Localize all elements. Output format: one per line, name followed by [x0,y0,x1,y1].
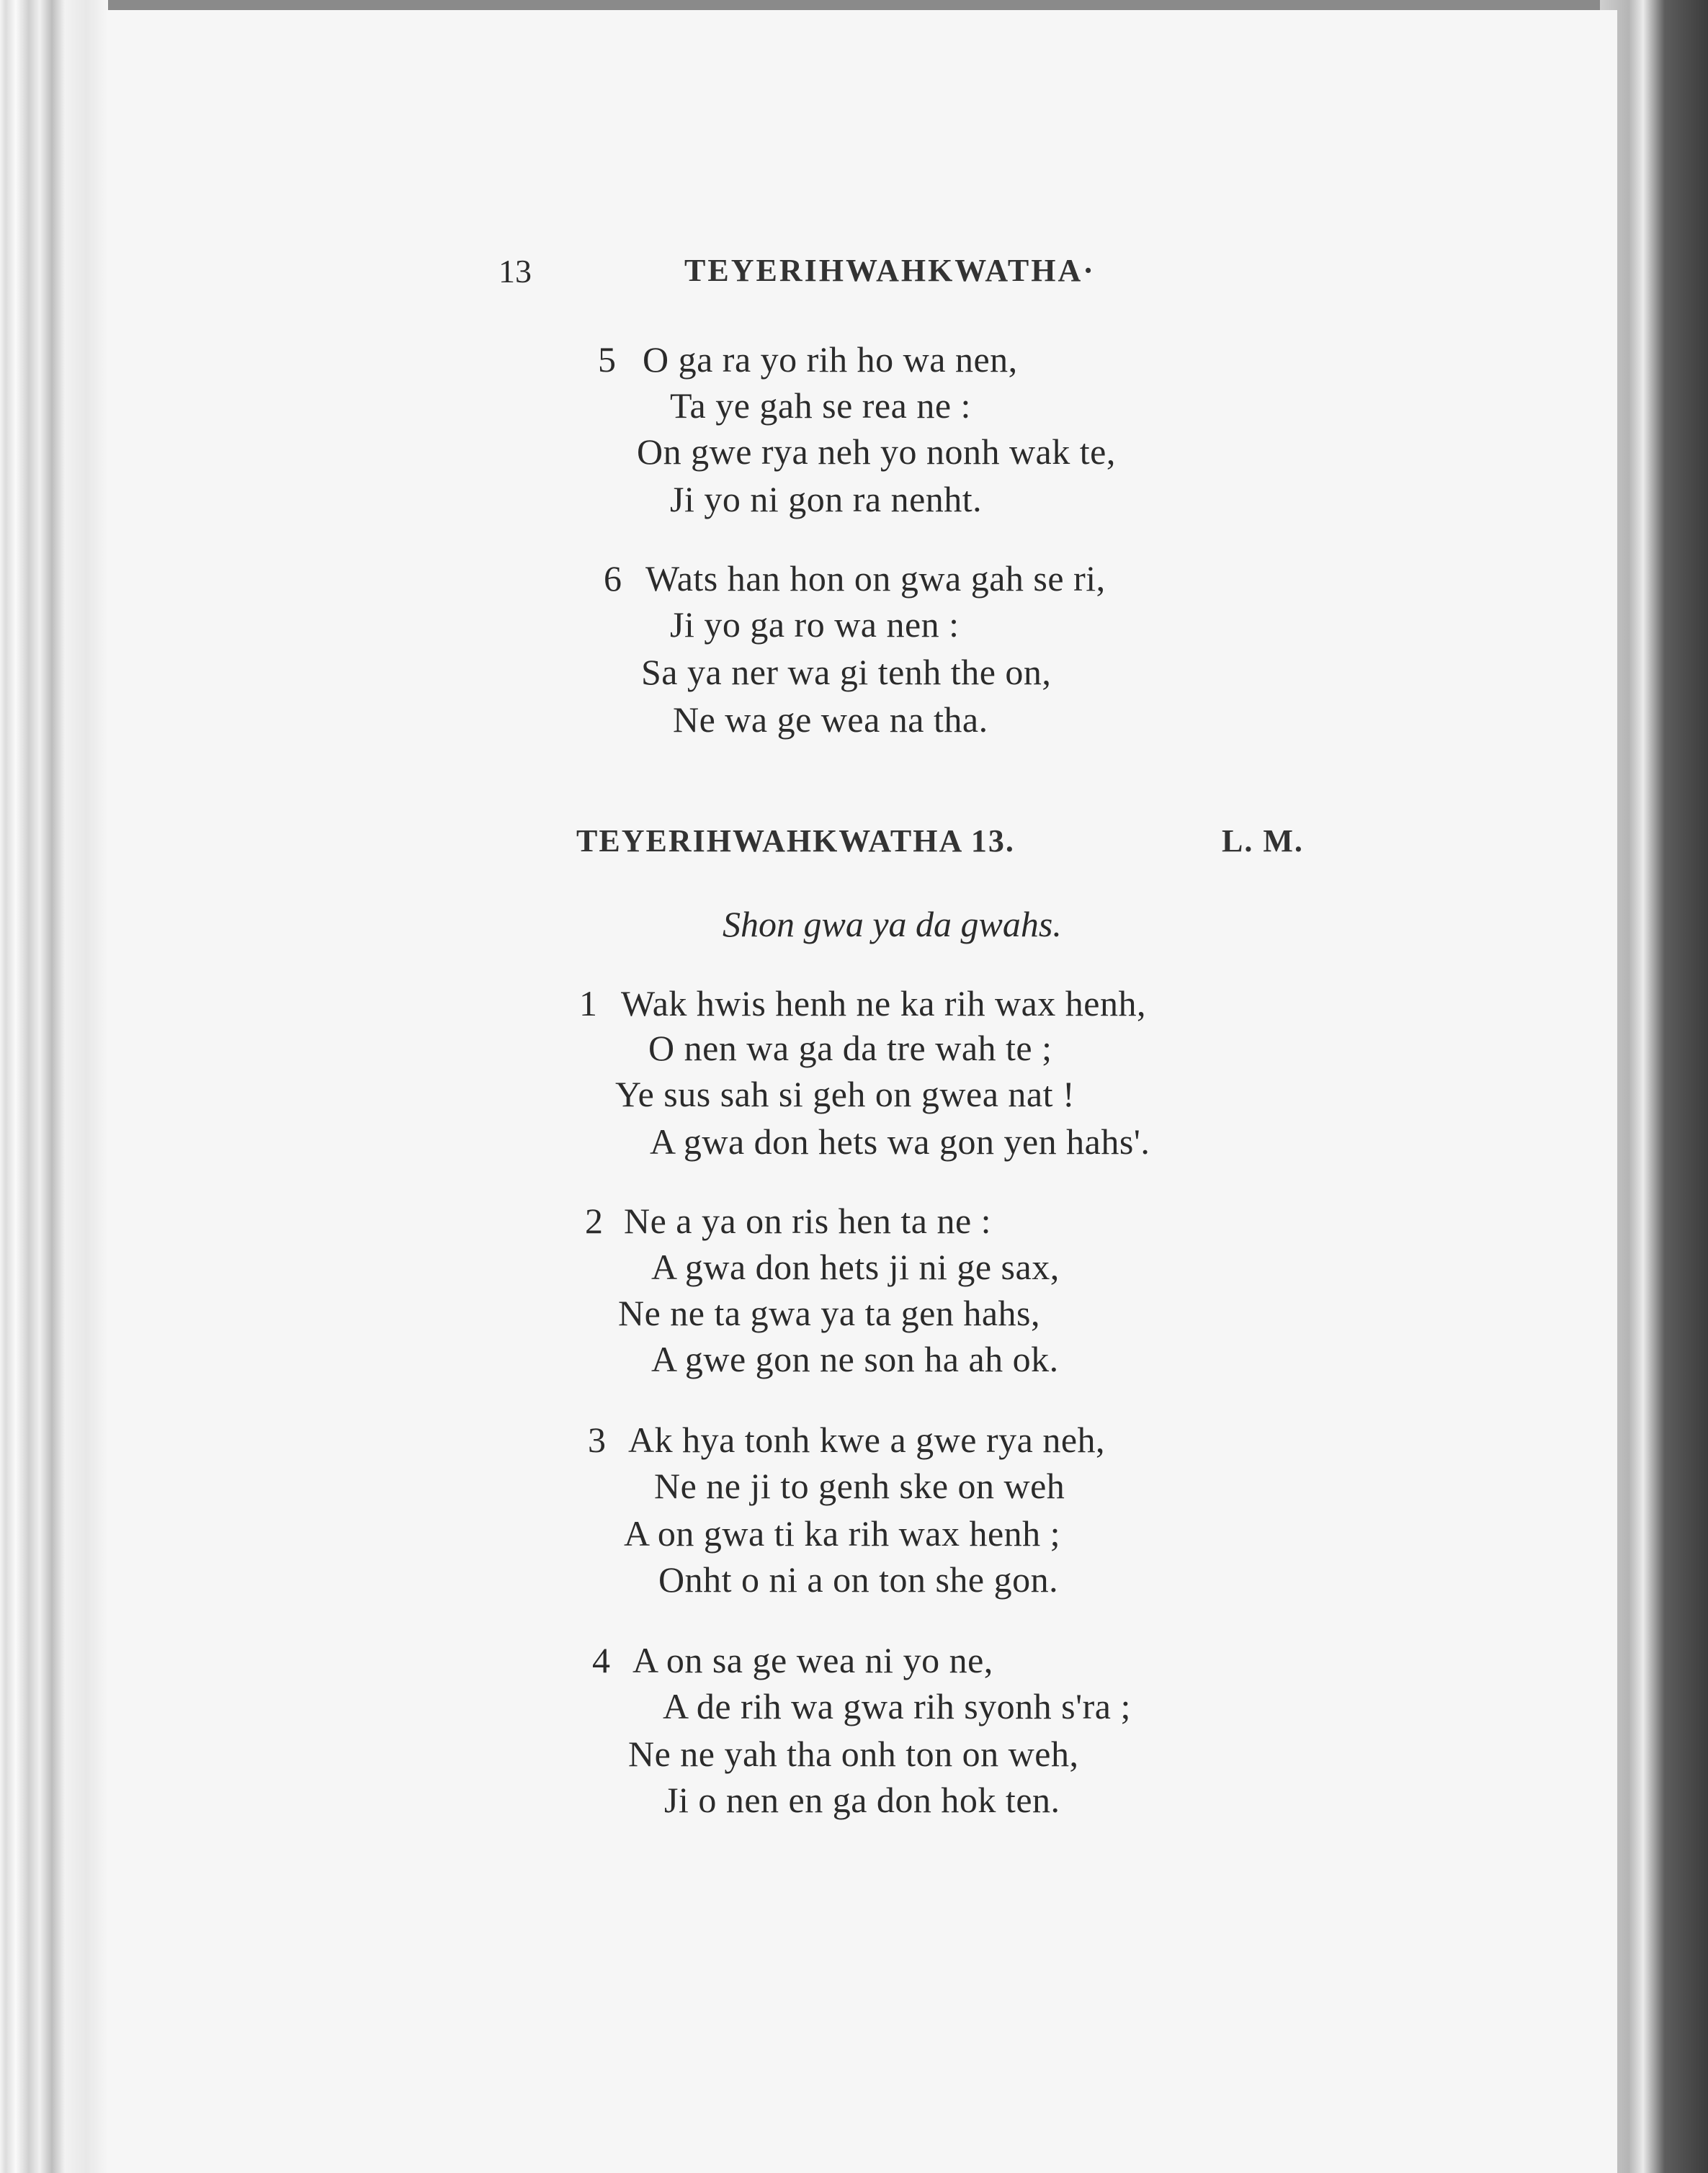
scan-top-edge [0,0,1708,10]
verse-line: Ne ne yah tha onh ton on weh, [628,1734,1079,1774]
verse-line: O nen wa ga da tre wah te ; [648,1028,1052,1068]
verse-line: A gwe gon ne son ha ah ok. [651,1339,1059,1379]
verse-line: A gwa don hets ji ni ge sax, [651,1247,1060,1287]
verse-line: Wats han hon on gwa gah se ri, [645,558,1106,599]
verse-line: Ne ne ta gwa ya ta gen hahs, [618,1293,1040,1333]
stanza-number: 4 [592,1640,610,1680]
running-head-title: TEYERIHWAHKWATHA· [684,253,1096,288]
tune-name: Shon gwa ya da gwahs. [723,904,1062,944]
book-spine-edge [0,0,108,2173]
hymn-meter: L. M. [1222,823,1304,859]
verse-line: Ye sus sah si geh on gwea nat ! [615,1074,1076,1114]
verse-line: Ta ye gah se rea ne : [670,385,971,426]
page-number: 13 [498,253,532,290]
verse-line: A de rih wa gwa rih syonh s'ra ; [663,1686,1131,1726]
verse-line: A on gwa ti ka rih wax henh ; [624,1513,1061,1554]
stanza-number: 1 [579,983,597,1023]
stanza-number: 2 [585,1201,603,1241]
verse-line: Ji yo ga ro wa nen : [670,604,960,645]
hymn-heading: TEYERIHWAHKWATHA 13. [576,823,1015,859]
verse-line: Sa ya ner wa gi tenh the on, [641,652,1052,692]
verse-line: A gwa don hets wa gon yen hahs'. [650,1121,1150,1162]
book-page [108,10,1617,2173]
verse-line: Ak hya tonh kwe a gwe rya neh, [628,1420,1106,1460]
stanza-number: 5 [598,339,616,380]
stanza-number: 3 [588,1420,606,1460]
verse-line: Ji o nen en ga don hok ten. [664,1780,1060,1820]
verse-line: On gwe rya neh yo nonh wak te, [637,431,1116,472]
verse-line: Onht o ni a on ton she gon. [658,1559,1059,1600]
verse-line: Ne a ya on ris hen ta ne : [624,1201,992,1241]
verse-line: Wak hwis henh ne ka rih wax henh, [621,983,1146,1023]
verse-line: O ga ra yo rih ho wa nen, [643,339,1018,380]
verse-line: A on sa ge wea ni yo ne, [632,1640,993,1680]
verse-line: Ne ne ji to genh ske on weh [654,1466,1065,1506]
stanza-number: 6 [604,558,622,599]
verse-line: Ji yo ni gon ra nenht. [670,479,983,519]
verse-line: Ne wa ge wea na tha. [673,699,988,740]
